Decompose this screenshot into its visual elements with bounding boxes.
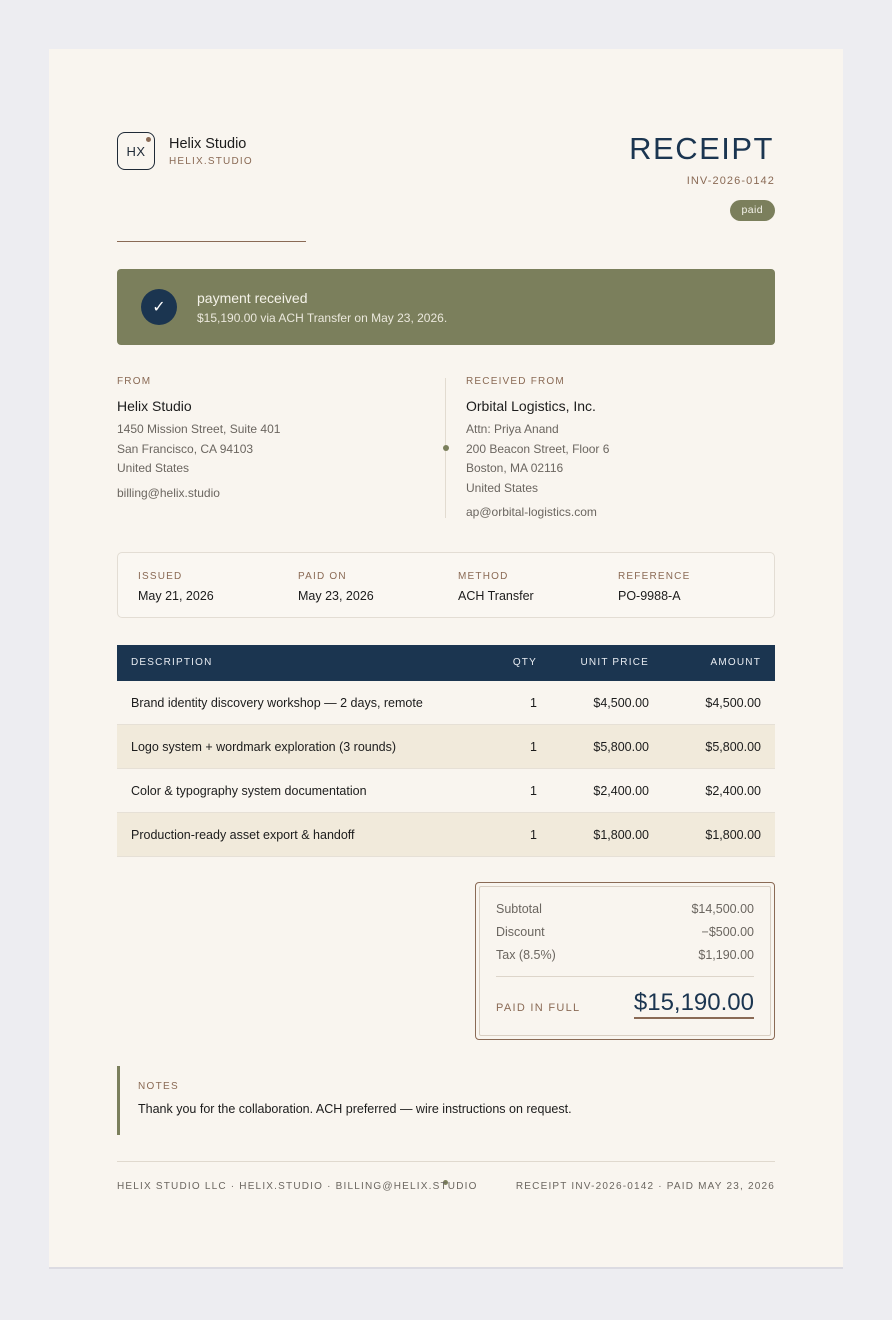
- paid-in-full-label: PAID IN FULL: [496, 1002, 581, 1014]
- row-qty: 1: [530, 784, 537, 798]
- row-description: Production-ready asset export & handoff: [131, 828, 355, 842]
- tax-value: $1,190.00: [698, 948, 754, 962]
- receipt-page: [49, 49, 843, 1267]
- address-line: 200 Beacon Street, Floor 6: [466, 441, 610, 456]
- row-unit-price: $5,800.00: [593, 740, 649, 754]
- row-qty: 1: [530, 828, 537, 842]
- address-line: United States: [117, 461, 190, 475]
- totals-divider: [496, 976, 754, 977]
- received-from-email: ap@orbital-logistics.com: [466, 505, 597, 519]
- logo-accent-dot: [146, 137, 151, 142]
- notes-label: NOTES: [138, 1081, 179, 1092]
- footer-company: HELIX STUDIO LLC · HELIX.STUDIO · BILLING@HELIX.STUDIO: [117, 1181, 478, 1192]
- row-amount: $4,500.00: [705, 696, 761, 710]
- meta-label-method: METHOD: [458, 571, 509, 582]
- address-line: United States: [466, 480, 539, 495]
- row-unit-price: $4,500.00: [593, 696, 649, 710]
- notes-text: Thank you for the collaboration. ACH preferred — wire instructions on request.: [138, 1102, 572, 1116]
- from-label: FROM: [117, 376, 152, 387]
- subtotal-value: $14,500.00: [691, 902, 754, 916]
- footer-divider: [117, 1161, 775, 1162]
- meta-value-method: ACH Transfer: [458, 589, 534, 603]
- tax-label: Tax (8.5%): [496, 948, 556, 962]
- received-from-block: [466, 376, 609, 519]
- row-amount: $5,800.00: [705, 740, 761, 754]
- meta-label-issued: ISSUED: [138, 571, 183, 582]
- header-description: DESCRIPTION: [131, 657, 213, 668]
- header-unit-price: UNIT PRICE: [580, 657, 649, 668]
- table-row: [117, 725, 775, 769]
- brand-initials: HX: [126, 143, 146, 159]
- meta-value-reference: PO-9988-A: [618, 589, 681, 603]
- footer-receipt-ref: RECEIPT INV-2026-0142 · PAID MAY 23, 2026: [515, 1181, 775, 1192]
- table-row: [117, 681, 775, 725]
- from-block: [117, 376, 280, 500]
- row-description: Brand identity discovery workshop — 2 days, remote: [131, 696, 423, 710]
- from-address: [117, 420, 280, 479]
- document-title: RECEIPT: [629, 131, 774, 166]
- check-icon: ✓: [141, 289, 177, 325]
- meta-label-reference: REFERENCE: [618, 571, 691, 582]
- discount-label: Discount: [496, 925, 545, 939]
- row-amount: $2,400.00: [705, 784, 761, 798]
- brand-name: Helix Studio: [169, 136, 247, 152]
- row-description: Color & typography system documentation: [131, 784, 367, 798]
- meta-value-issued: May 21, 2026: [138, 589, 214, 603]
- table-header: [117, 645, 775, 681]
- payment-banner: [117, 269, 775, 345]
- table-row: [117, 769, 775, 813]
- header-amount: AMOUNT: [710, 657, 761, 668]
- header-divider: [117, 241, 306, 242]
- row-qty: 1: [530, 696, 537, 710]
- payment-meta: [117, 552, 775, 618]
- totals-box: [475, 882, 775, 1040]
- banner-title: payment received: [197, 290, 308, 306]
- document-number: INV-2026-0142: [686, 175, 775, 187]
- discount-value: −$500.00: [701, 925, 754, 939]
- subtotal-label: Subtotal: [496, 902, 542, 916]
- brand-domain: HELIX.STUDIO: [169, 156, 253, 167]
- address-line: Boston, MA 02116: [466, 461, 564, 475]
- address-line: Attn: Priya Anand: [466, 422, 559, 436]
- row-amount: $1,800.00: [705, 828, 761, 842]
- notes-section: [117, 1066, 775, 1135]
- row-qty: 1: [530, 740, 537, 754]
- row-description: Logo system + wordmark exploration (3 rounds): [131, 740, 397, 754]
- table-row: [117, 813, 775, 857]
- received-from-label: RECEIVED FROM: [466, 376, 565, 387]
- received-from-name: Orbital Logistics, Inc.: [466, 398, 596, 414]
- row-unit-price: $2,400.00: [593, 784, 649, 798]
- address-line: San Francisco, CA 94103: [117, 441, 254, 456]
- meta-value-paid-on: May 23, 2026: [298, 589, 374, 603]
- address-line: 1450 Mission Street, Suite 401: [117, 422, 281, 436]
- line-items-table: [117, 645, 775, 857]
- received-from-address: [466, 420, 609, 498]
- party-divider-dot: [443, 445, 449, 451]
- from-email: billing@helix.studio: [117, 485, 220, 500]
- header-qty: QTY: [512, 657, 537, 668]
- from-name: Helix Studio: [117, 398, 192, 414]
- banner-detail: $15,190.00 via ACH Transfer on May 23, 2026.: [197, 311, 448, 325]
- status-badge: paid: [730, 200, 775, 221]
- paid-total: $15,190.00: [634, 989, 754, 1019]
- meta-label-paid-on: PAID ON: [298, 571, 347, 582]
- row-unit-price: $1,800.00: [593, 828, 649, 842]
